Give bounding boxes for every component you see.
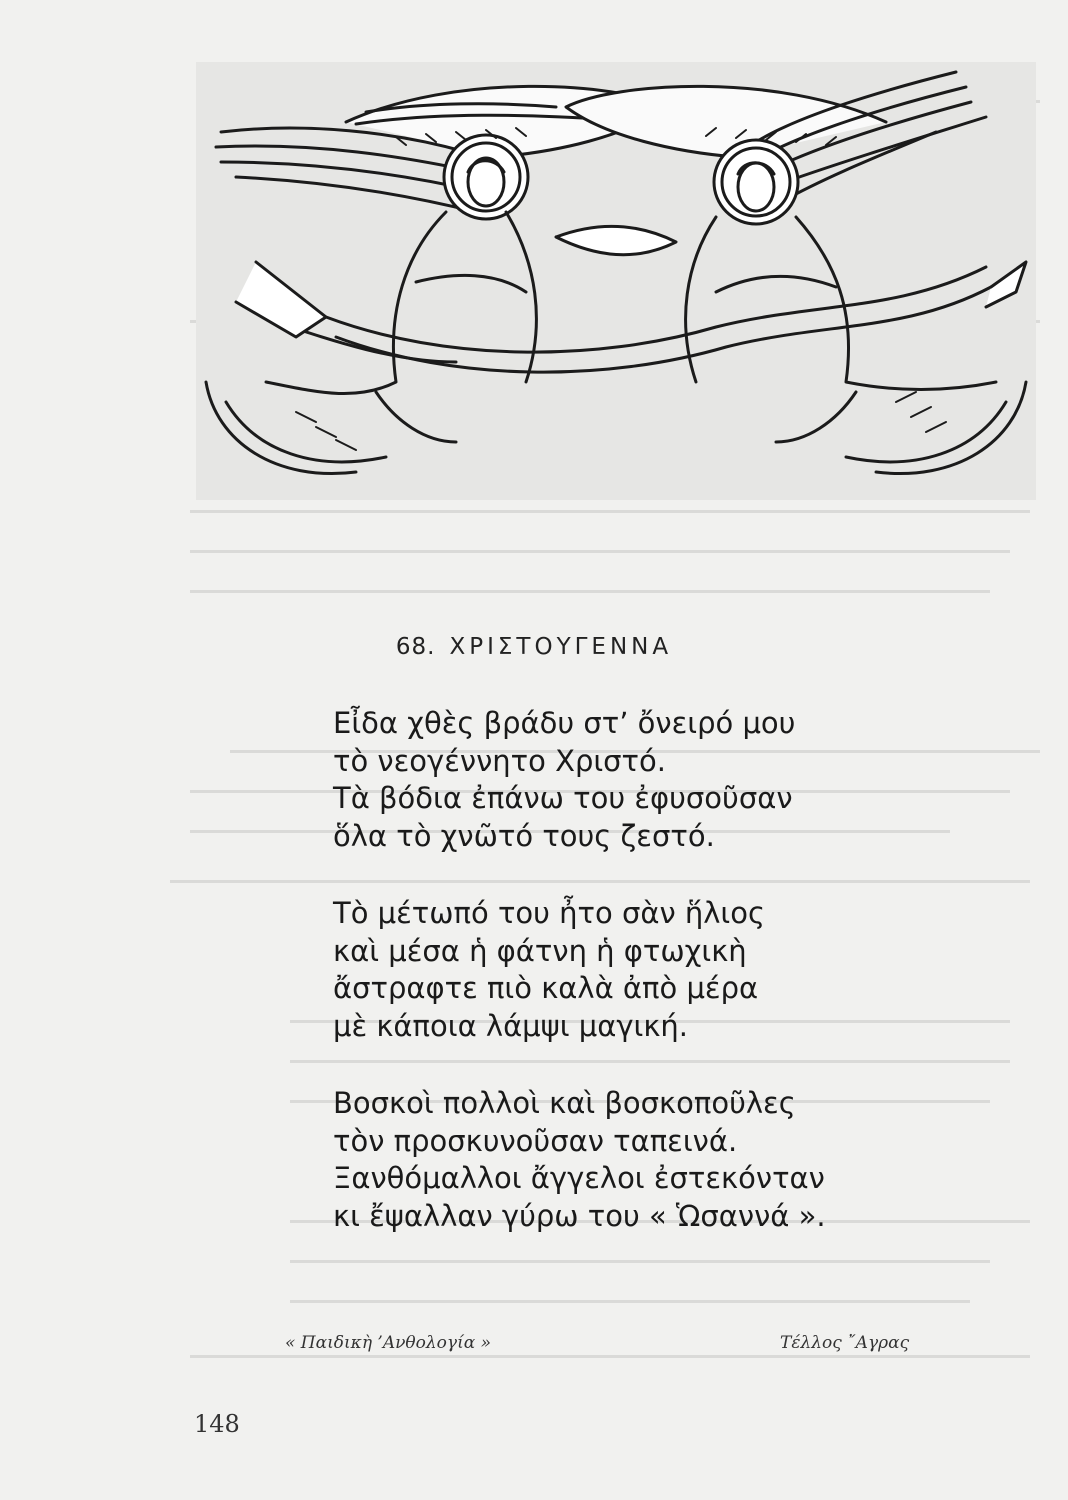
poem-line: Βοσκοὶ πολλοὶ καὶ βοσκοποῦλες: [333, 1086, 796, 1120]
poem-line: ἄστραφτε πιὸ καλὰ ἀπὸ μέρα: [333, 971, 759, 1005]
poem-line: τὸ νεογέννητο Χριστό.: [333, 743, 666, 778]
poem-title-text: ΧΡΙΣΤΟΥΓΕΝΝΑ: [449, 634, 673, 660]
stanza: [333, 705, 973, 855]
source-citation: « Παιδικὴ ’Ανθολογία »: [285, 1333, 492, 1353]
two-angels-holding-banner-illustration: [196, 62, 1036, 500]
poem-body: [333, 705, 973, 1275]
poem-title: [0, 634, 1068, 660]
poem-line: καὶ μέσα ἡ φάτνη ἡ φτωχικὴ: [333, 933, 747, 968]
poem-line: Ξανθόμαλλοι ἄγγελοι ἐστεκόνταν: [333, 1161, 825, 1195]
stanza: [333, 895, 973, 1045]
poem-line: τὸν προσκυνοῦσαν ταπεινά.: [333, 1123, 738, 1158]
poem-line: κι ἔψαλλαν γύρω του « Ὡσαννά ».: [333, 1198, 826, 1233]
poem-number: 68.: [395, 634, 436, 660]
page-number: 148: [194, 1410, 240, 1438]
poem-line: Εἶδα χθὲς βράδυ στ’ ὄνειρό μου: [333, 706, 796, 740]
author-name: Τέλλος ῎Αγρας: [780, 1333, 910, 1353]
stanza: [333, 1085, 973, 1235]
poem-line: ὅλα τὸ χνῶτό τους ζεστό.: [333, 818, 715, 853]
poem-line: μὲ κάποια λάμψι μαγική.: [333, 1008, 689, 1043]
poem-line: Τὸ μέτωπό του ἦτο σὰν ἥλιος: [333, 896, 765, 930]
poem-line: Τὰ βόδια ἐπάνω του ἐφυσοῦσαν: [333, 781, 793, 815]
